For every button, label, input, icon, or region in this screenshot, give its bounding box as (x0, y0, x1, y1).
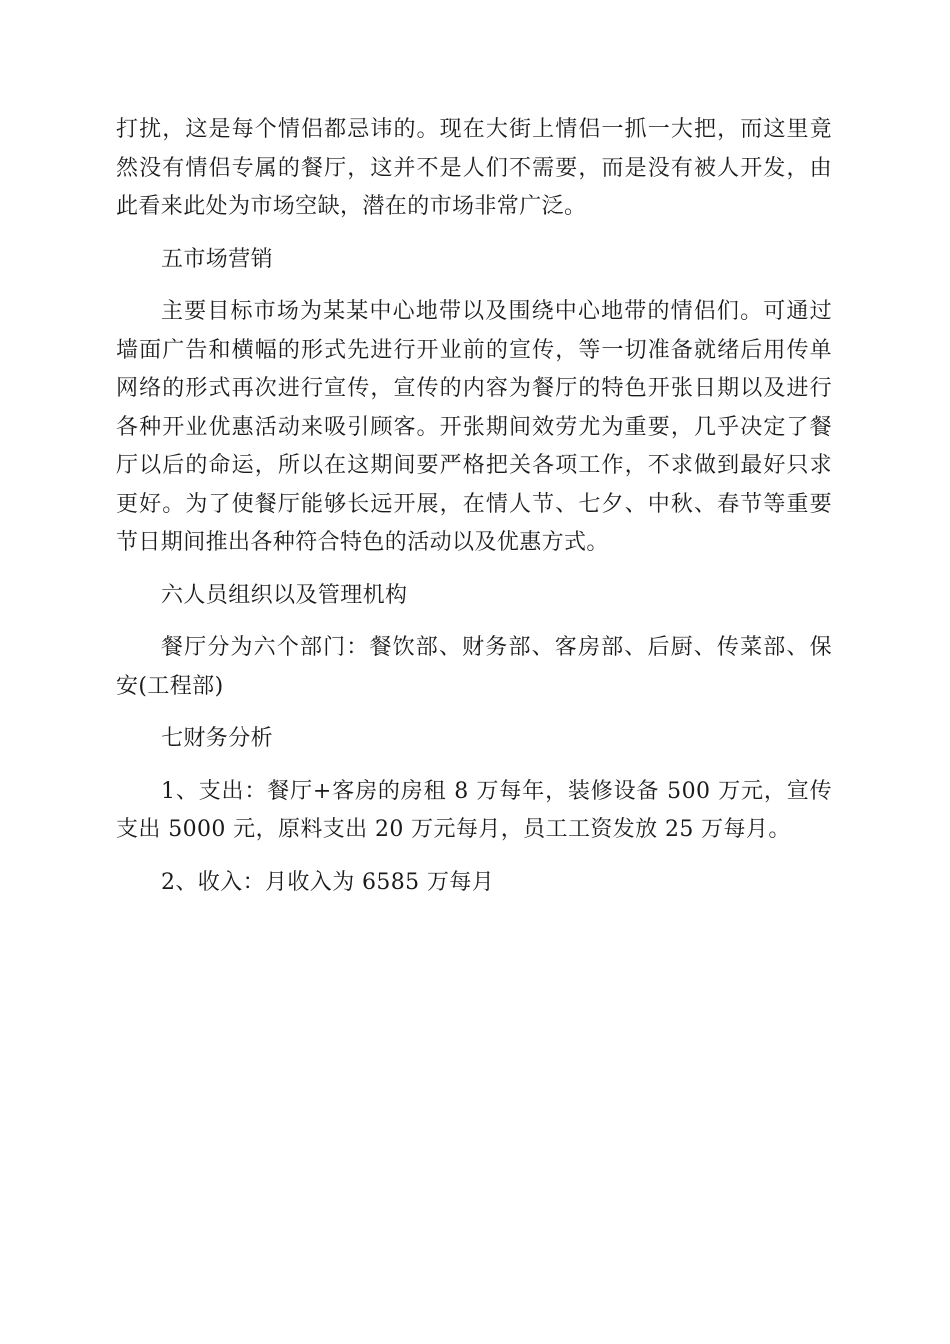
paragraph-income: 2、收入：月收入为 6585 万每月 (161, 869, 495, 895)
document-page (116, 111, 832, 902)
section-heading-marketing: 五市场营销 (161, 246, 274, 272)
paragraph-departments: 餐厅分为六个部门：餐饮部、财务部、客房部、后厨、传菜部、保安(工程部) (116, 635, 832, 699)
section-heading-finance: 七财务分析 (161, 726, 274, 751)
paragraph-marketing: 主要目标市场为某某中心地带以及围绕中心地带的情侣们。可通过墙面广告和横幅的形式先进行开业前的宣传，等一切准备就绪后用传单网络的形式再次进行宣传，宣传的内容为餐厅的特色开张日期以及进行各种开业优惠活动来吸引顾客。开张期间效劳尤为重要，几乎决定了餐厅以后的命运，所以在这期间要严格把关各项工作，不求做到最好只求更好。为了使餐厅能够长远开展，在情人节、七夕、中秋、春节等重要节日期间推出各种符合特色的活动以及优惠方式。 (116, 299, 832, 555)
section-heading-organization: 六人员组织以及管理机构 (161, 582, 408, 608)
paragraph-expenses: 1、支出：餐厅+客房的房租 8 万每年，装修设备 500 万元，宣传支出 5000 元，原料支出 20 万元每月，员工工资发放 25 万每月。 (116, 778, 832, 842)
paragraph-market-gap: 打扰，这是每个情侣都忌讳的。现在大街上情侣一抓一大把，而这里竟然没有情侣专属的餐厅，这并不是人们不需要，而是没有被人开发，由此看来此处为市场空缺，潜在的市场非常广泛。 (116, 117, 832, 219)
